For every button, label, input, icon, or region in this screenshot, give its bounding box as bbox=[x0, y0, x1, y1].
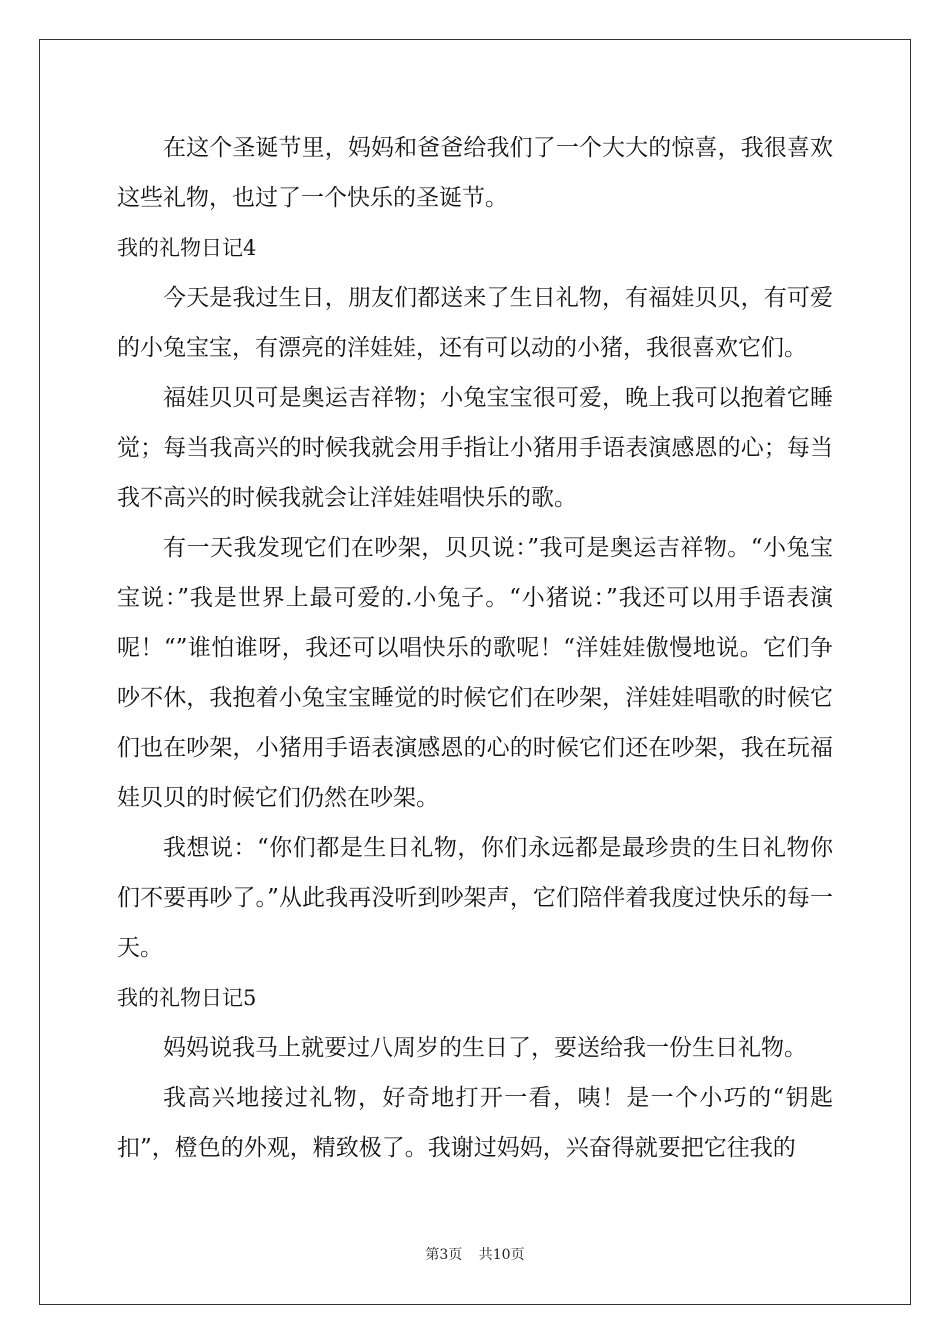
paragraph: 福娃贝贝可是奥运吉祥物；小兔宝宝很可爱，晚上我可以抱着它睡觉；每当我高兴的时候我就会用手指让小猪用手语表演感恩的心；每当我不高兴的时候我就会让洋娃娃唱快乐的歌。 bbox=[117, 385, 833, 511]
paragraph: 妈妈说我马上就要过八周岁的生日了，要送给我一份生日礼物。 bbox=[163, 1035, 807, 1061]
paragraph: 我想说：“你们都是生日礼物，你们永远都是最珍贵的生日礼物你们不要再吵了。”从此我再没听到吵架声，它们陪伴着我度过快乐的每一天。 bbox=[117, 835, 833, 961]
section-heading: 我的礼物日记5 bbox=[117, 986, 257, 1010]
paragraph: 今天是我过生日，朋友们都送来了生日礼物，有福娃贝贝，有可爱的小兔宝宝，有漂亮的洋娃娃，还有可以动的小猪，我很喜欢它们。 bbox=[117, 285, 833, 361]
page-footer bbox=[0, 1244, 950, 1264]
paragraph: 我高兴地接过礼物，好奇地打开一看，咦！是一个小巧的“钥匙扣”，橙色的外观，精致极了。我谢过妈妈，兴奋得就要把它往我的 bbox=[117, 1085, 833, 1161]
page-total: 共10页 bbox=[478, 1247, 525, 1263]
document-body bbox=[117, 123, 833, 1173]
paragraph: 有一天我发现它们在吵架，贝贝说：”我可是奥运吉祥物。“小兔宝宝说：”我是世界上最可爱的.小兔子。“小猪说：”我还可以用手语表演呢！“”谁怕谁呀，我还可以唱快乐的歌呢！“洋娃娃傲慢地说。它们争吵不休，我抱着小兔宝宝睡觉的时候它们在吵架，洋娃娃唱歌的时候它们也在吵架，小猪用手语表演感恩的心的时候它们还在吵架，我在玩福娃贝贝的时候它们仍然在吵架。 bbox=[117, 535, 833, 811]
page-number: 第3页 bbox=[425, 1247, 463, 1263]
section-heading: 我的礼物日记4 bbox=[117, 236, 257, 260]
paragraph: 在这个圣诞节里，妈妈和爸爸给我们了一个大大的惊喜，我很喜欢这些礼物，也过了一个快乐的圣诞节。 bbox=[117, 135, 833, 211]
